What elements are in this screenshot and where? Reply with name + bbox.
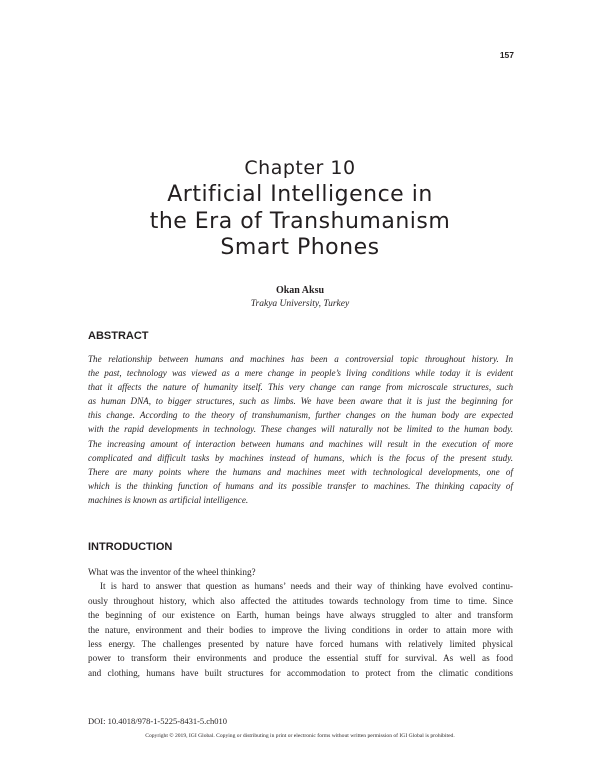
introduction-line: ously throughout history, which also affected the attitudes towards technology from time to time. Since bbox=[88, 595, 513, 606]
abstract-heading: ABSTRACT bbox=[88, 330, 149, 342]
abstract-line: machines is known as artificial intelligence. bbox=[88, 494, 249, 505]
introduction-line: power to transform their environments and produce the essential stuff for survival. As well as food bbox=[88, 653, 513, 664]
abstract-line: There are many points where the humans and machines meet with technological developments, one of bbox=[88, 466, 513, 477]
abstract-line: this change. According to the theory of transhumanism, further changes on the human body are expected bbox=[88, 410, 513, 421]
chapter-title bbox=[0, 182, 600, 262]
introduction-line: What was the inventor of the wheel thinking? bbox=[88, 567, 256, 577]
abstract-line: as human DNA, to bigger structures, such as limbs. We have been aware that it is just the beginning for bbox=[88, 396, 513, 407]
introduction-line: less energy. The challenges presented by nature have forced humans with relatively limited physical bbox=[88, 639, 513, 650]
page-number: 157 bbox=[499, 50, 514, 60]
abstract-line: The relationship between humans and machines has been a controversial topic throughout history. In bbox=[88, 354, 513, 364]
abstract-line: complicated and difficult tasks by machines instead of humans, which is the focus of the present study. bbox=[88, 452, 513, 463]
abstract-body bbox=[88, 352, 513, 507]
abstract-line: with the rapid developments in technology. These changes will naturally not be limited to the human body. bbox=[88, 424, 513, 435]
introduction-line: the nature, environment and their bodies to improve the living conditions in order to attain more with bbox=[88, 624, 513, 635]
author-name: Okan Aksu bbox=[275, 285, 325, 296]
copyright-notice: Copyright © 2019, IGI Global. Copying or distributing in print or electronic forms without written permission of IGI Global is prohibited. bbox=[145, 733, 455, 739]
introduction-line: the beginning of our existence on Earth, human beings have always struggled to alter and transform bbox=[88, 610, 513, 621]
introduction-heading: INTRODUCTION bbox=[88, 541, 173, 553]
abstract-line: that it affects the nature of humanity itself. This very change can range from microscale structures, such bbox=[88, 382, 513, 393]
introduction-body bbox=[88, 565, 513, 680]
chapter-title-line: Artificial Intelligence in bbox=[167, 182, 433, 207]
abstract-line: The increasing amount of interaction between humans and machines will result in the execution of more bbox=[88, 438, 513, 449]
chapter-title-line: the Era of Transhumanism bbox=[149, 208, 451, 234]
abstract-line: the past, technology was viewed as a mere change in people’s living conditions while today it is evident bbox=[88, 368, 513, 379]
chapter-label: Chapter 10 bbox=[244, 157, 356, 179]
doi: DOI: 10.4018/978-1-5225-8431-5.ch010 bbox=[88, 716, 228, 726]
introduction-line: It is hard to answer that question as humans’ needs and their way of thinking have evolved continu- bbox=[100, 581, 513, 592]
abstract-line: which is the thinking function of humans and its possible transfer to machines. The thinking capacity of bbox=[88, 480, 513, 491]
author-affiliation: Trakya University, Turkey bbox=[250, 299, 350, 309]
introduction-line: and clothing, humans have built structures for accommodation to protect from the climatic conditions bbox=[88, 667, 513, 678]
chapter-title-line: Smart Phones bbox=[220, 235, 380, 260]
